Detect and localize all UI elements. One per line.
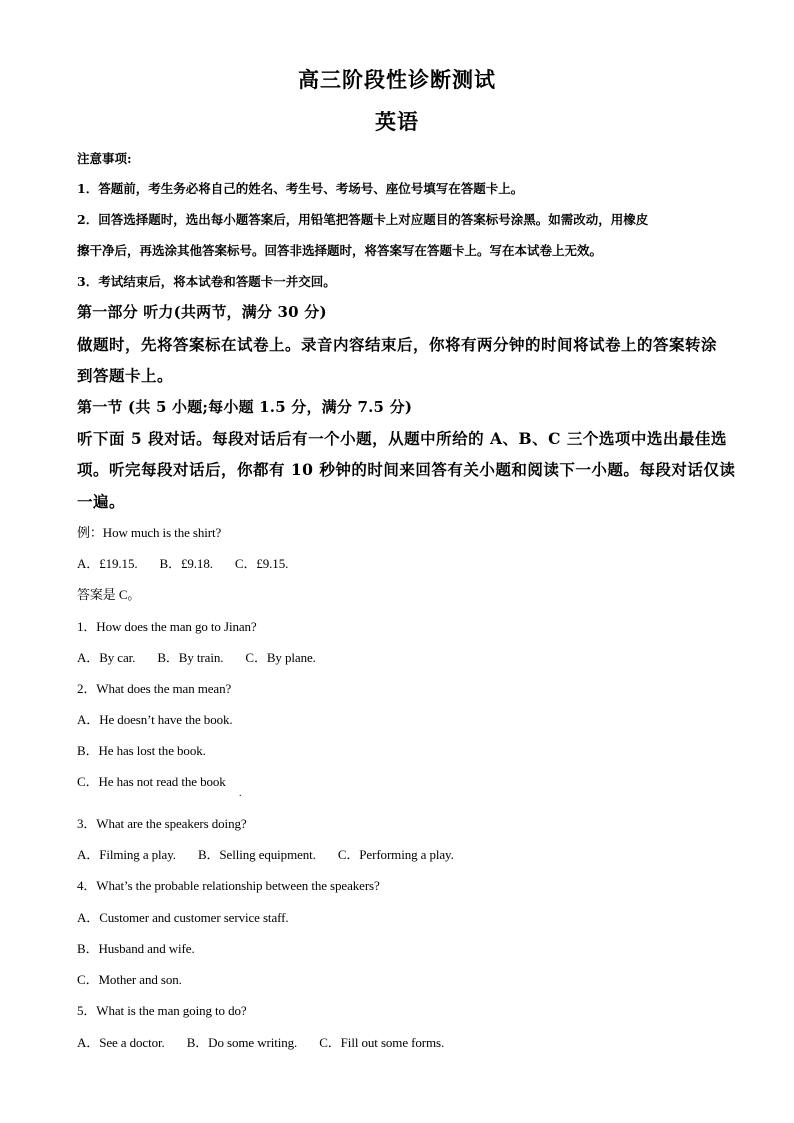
q5-option-a: A．See a doctor. <box>77 1035 165 1050</box>
question-1: 1．How does the man go to Jinan? <box>77 619 257 634</box>
question-5-options <box>77 1032 717 1051</box>
q4-option-c: C．Mother and son. <box>77 972 182 987</box>
section1-instruction-line: 一遍。 <box>77 492 126 511</box>
q4-option-a: A．Customer and customer service staff. <box>77 910 289 925</box>
question-5: 5．What is the man going to do? <box>77 1003 247 1018</box>
question-4: 4．What’s the probable relationship between the speakers? <box>77 878 380 893</box>
example-option-a: A．£19.15. <box>77 556 138 571</box>
notice-item-2: 2．回答选择题时，选出每小题答案后，用铅笔把答题卡上对应题目的答案标号涂黑。如需改动，用橡皮 <box>77 212 649 227</box>
q4-option-b: B．Husband and wife. <box>77 941 195 956</box>
q3-option-a: A．Filming a play. <box>77 847 176 862</box>
q2-option-a: A．He doesn’t have the book. <box>77 712 233 727</box>
q1-option-c: C．By plane. <box>245 650 316 665</box>
section1-instruction-line: 项。听完每段对话后，你都有 10 秒钟的时间来回答有关小题和阅读下一小题。每段对话仅读 <box>77 460 736 479</box>
example-option-b: B．£9.18. <box>159 556 213 571</box>
q2-option-c: C．He has not read the book <box>77 774 226 789</box>
q5-option-c: C．Fill out some forms. <box>319 1035 445 1050</box>
exam-title: 高三阶段性诊断测试 <box>298 67 496 92</box>
q3-option-b: B．Selling equipment. <box>197 847 316 862</box>
notice-item-1: 1．答题前，考生务必将自己的姓名、考生号、考场号、座位号填写在答题卡上。 <box>77 181 524 196</box>
example-option-c: C．£9.15. <box>234 556 289 571</box>
section1-instruction-line: 听下面 5 段对话。每段对话后有一个小题，从题中所给的 A、B、C 三个选项中选出最佳选 <box>77 429 727 448</box>
q5-option-b: B．Do some writing. <box>186 1035 298 1050</box>
stray-dot: . <box>239 788 242 799</box>
part1-instruction-line: 做题时，先将答案标在试卷上。录音内容结束后，你将有两分钟的时间将试卷上的答案转涂 <box>77 335 718 354</box>
question-2: 2．What does the man mean? <box>77 681 232 696</box>
part1-heading: 第一部分 听力(共两节，满分 30 分) <box>77 303 327 321</box>
section1-heading: 第一节 (共 5 小题;每小题 1.5 分，满分 7.5 分) <box>77 398 413 416</box>
notice-heading: 注意事项: <box>77 151 132 166</box>
notice-item-3: 3．考试结束后，将本试卷和答题卡一并交回。 <box>77 274 336 289</box>
example-answer: 答案是 C。 <box>77 587 141 602</box>
question-3: 3．What are the speakers doing? <box>77 816 247 831</box>
example-options <box>77 553 717 572</box>
question-1-options <box>77 647 717 666</box>
q1-option-a: A．By car. <box>77 650 136 665</box>
subject-title: 英语 <box>375 109 419 134</box>
example-question: 例：How much is the shirt? <box>77 525 222 540</box>
part1-instruction-line: 到答题卡上。 <box>77 366 174 385</box>
q3-option-c: C．Performing a play. <box>337 847 454 862</box>
q1-option-b: B．By train. <box>157 650 224 665</box>
question-3-options <box>77 844 717 863</box>
notice-item-2-cont: 擦干净后，再选涂其他答案标号。回答非选择题时，将答案写在答题卡上。写在本试卷上无效。 <box>77 243 603 258</box>
q2-option-b: B．He has lost the book. <box>77 743 206 758</box>
